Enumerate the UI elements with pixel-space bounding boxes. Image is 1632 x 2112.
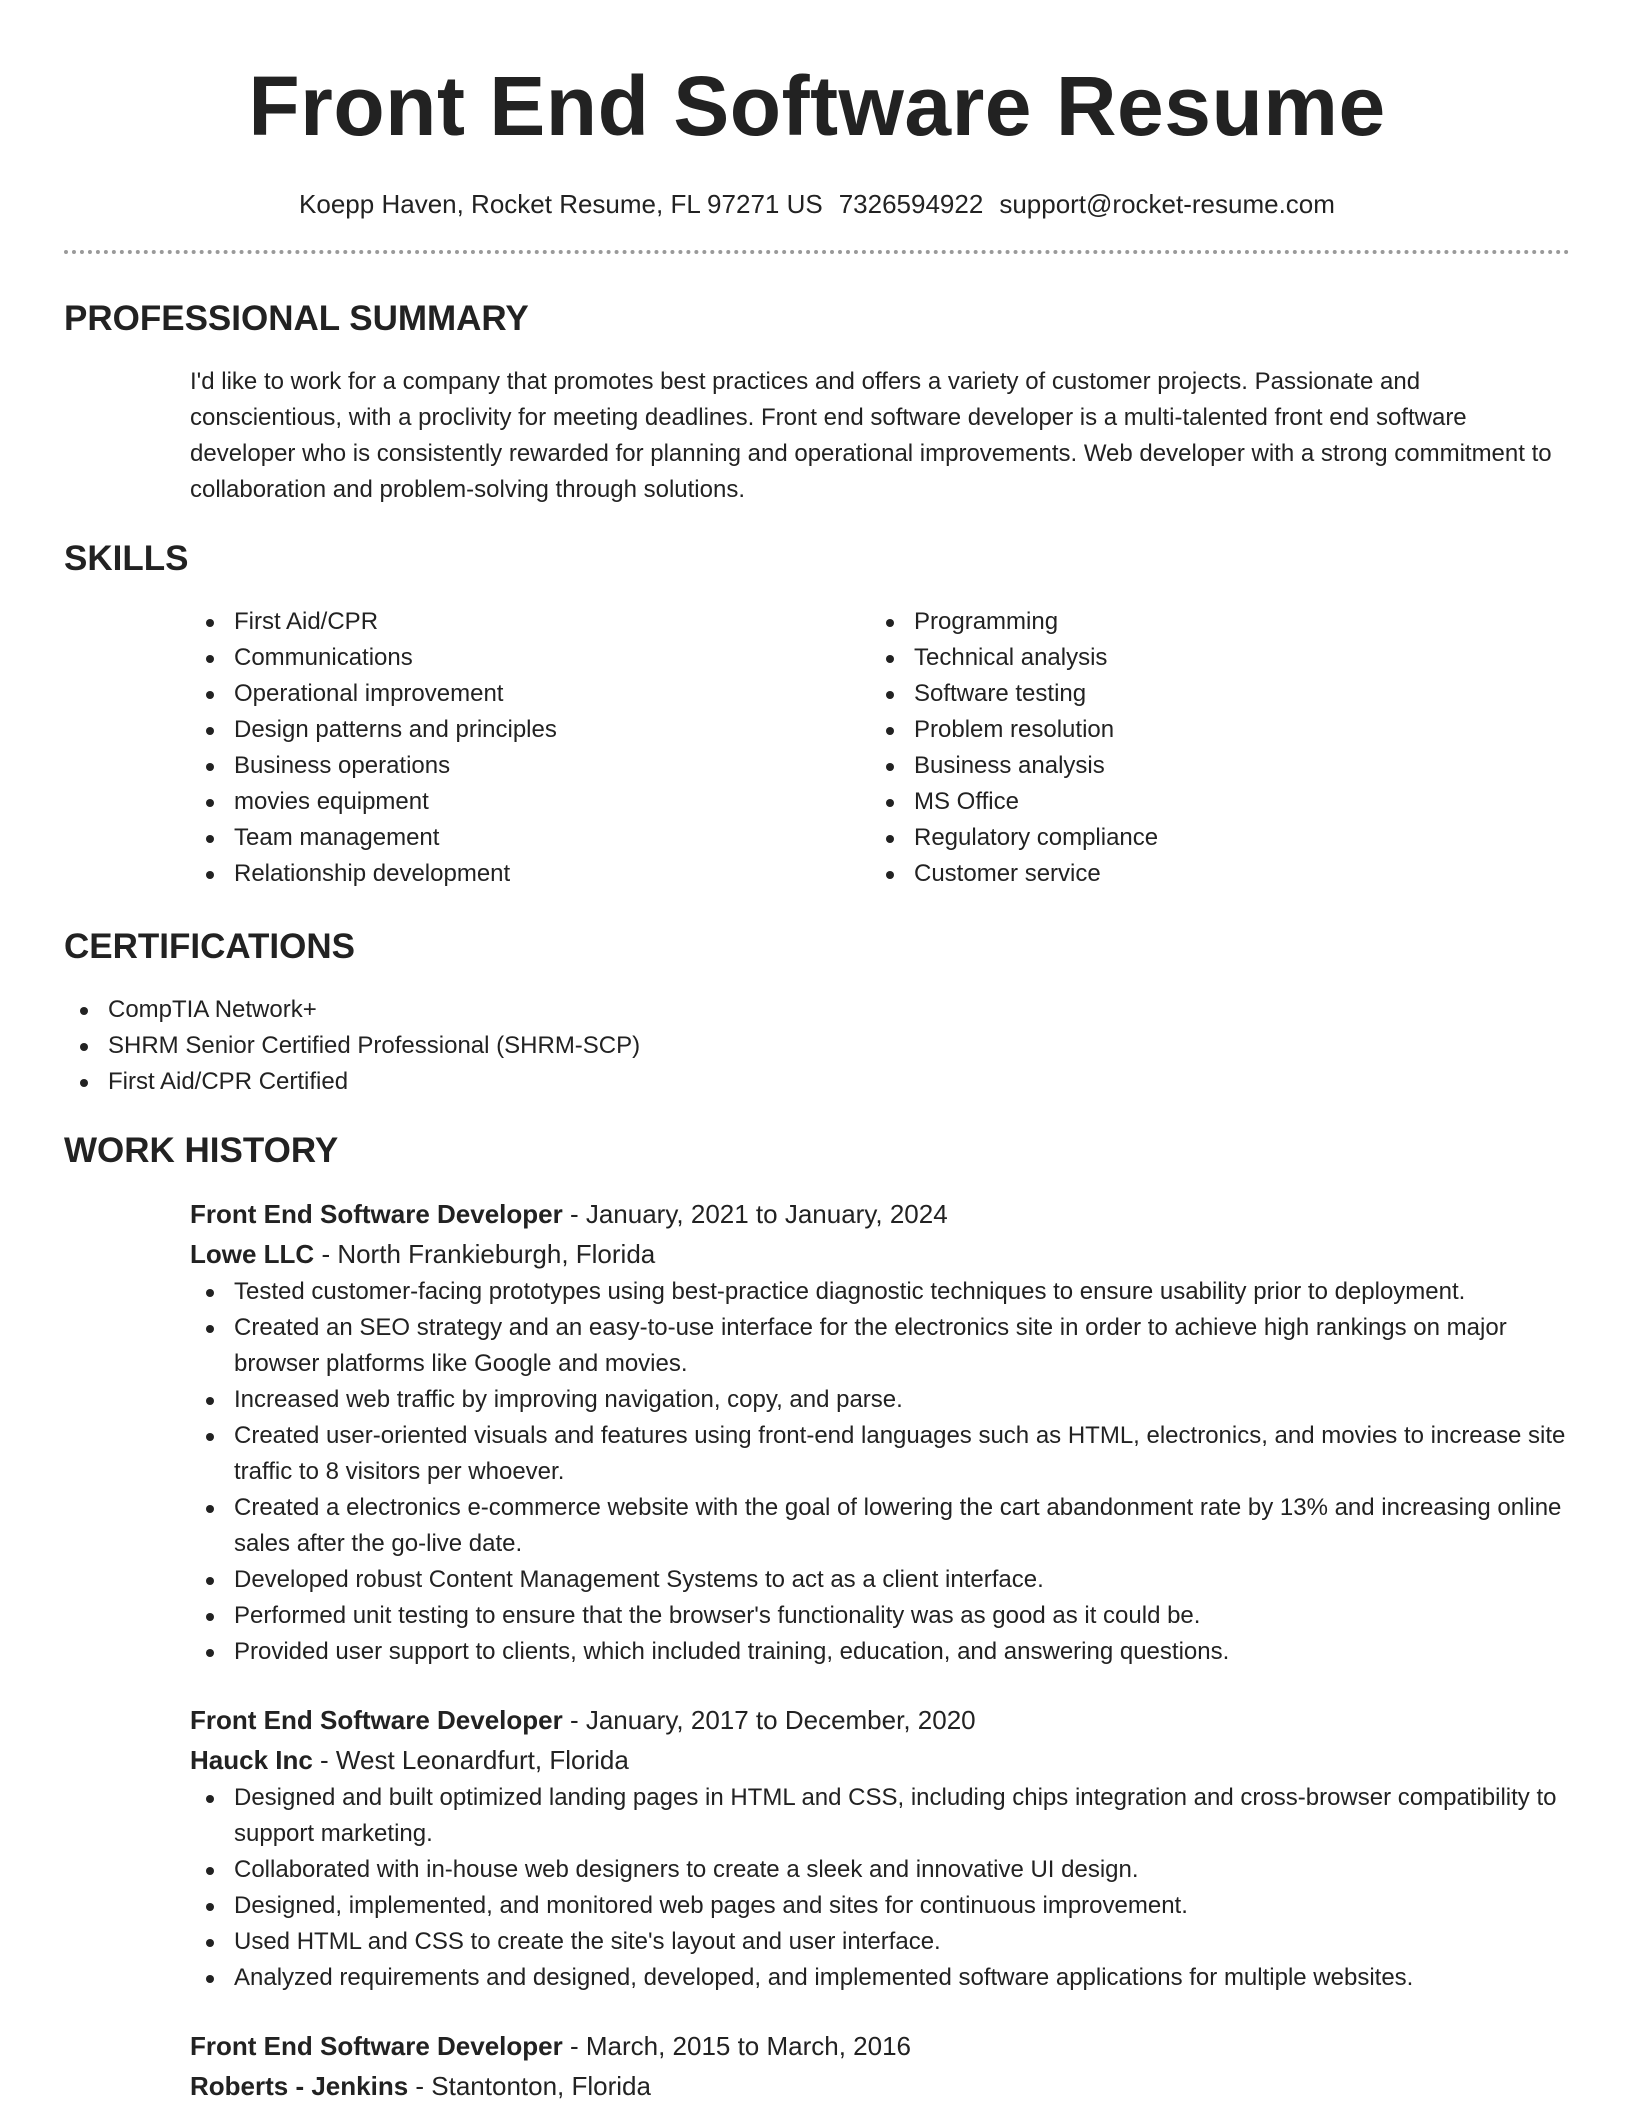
job-bullets	[190, 1274, 1590, 1670]
certifications-heading: CERTIFICATIONS	[64, 927, 356, 966]
skill-item: Problem resolution	[870, 712, 1550, 748]
contact-email: support@rocket-resume.com	[999, 189, 1335, 219]
skill-item: movies equipment	[190, 784, 870, 820]
contact-line	[64, 188, 1570, 220]
skill-item: Regulatory compliance	[870, 820, 1550, 856]
job-role: Front End Software Developer	[190, 1705, 563, 1735]
skills-section	[64, 538, 1570, 892]
job-company-line	[190, 2066, 1570, 2106]
skill-item: Design patterns and principles	[190, 712, 870, 748]
job-title-line	[190, 1194, 1570, 1234]
job-bullet: Tested customer-facing prototypes using best-practice diagnostic techniques to ensure usability prior to deployment.	[190, 1274, 1590, 1310]
job-company: Hauck Inc	[190, 1745, 313, 1775]
job-role: Front End Software Developer	[190, 1199, 563, 1229]
job-entry	[190, 1700, 1570, 1996]
job-entry	[190, 1194, 1570, 1670]
job-dates: - January, 2017 to December, 2020	[562, 1705, 976, 1735]
certification-item: SHRM Senior Certified Professional (SHRM-SCP)	[64, 1028, 1570, 1064]
contact-phone: 7326594922	[838, 189, 984, 219]
skills-grid	[190, 604, 1570, 892]
skills-heading: SKILLS	[64, 539, 189, 578]
job-bullet: Performed unit testing to ensure that the browser's functionality was as good as it could be.	[190, 1598, 1590, 1634]
skill-item: Relationship development	[190, 856, 870, 892]
skill-item: Technical analysis	[870, 640, 1550, 676]
skill-item: Programming	[870, 604, 1550, 640]
contact-address: Koepp Haven, Rocket Resume, FL 97271 US	[299, 189, 823, 219]
job-company-line	[190, 1234, 1570, 1274]
skill-item: Software testing	[870, 676, 1550, 712]
summary-section	[64, 298, 1570, 508]
skills-list-left	[190, 604, 870, 892]
job-dates: - January, 2021 to January, 2024	[562, 1199, 948, 1229]
skill-item: MS Office	[870, 784, 1550, 820]
job-bullet: Designed, implemented, and monitored web pages and sites for continuous improvement.	[190, 1888, 1590, 1924]
certifications-list	[64, 992, 1570, 1100]
skill-item: Team management	[190, 820, 870, 856]
job-bullets	[190, 1780, 1590, 1996]
job-location: - North Frankieburgh, Florida	[314, 1239, 656, 1269]
skill-item: Business operations	[190, 748, 870, 784]
job-bullet: Increased web traffic by improving navigation, copy, and parse.	[190, 1382, 1590, 1418]
skills-list-right	[870, 604, 1550, 892]
job-company: Roberts - Jenkins	[190, 2071, 409, 2101]
job-location: - West Leonardfurt, Florida	[312, 1745, 629, 1775]
job-company-line	[190, 1740, 1570, 1780]
job-location: - Stantonton, Florida	[408, 2071, 651, 2101]
skill-item: Operational improvement	[190, 676, 870, 712]
candidate-name: Front End Software Resume	[248, 59, 1386, 153]
job-bullet: Used HTML and CSS to create the site's layout and user interface.	[190, 1924, 1590, 1960]
job-bullet: Analyzed requirements and designed, developed, and implemented software applications for multiple websites.	[190, 1960, 1590, 1996]
summary-text: I'd like to work for a company that promotes best practices and offers a variety of customer projects. Passionate and conscientious, with a proclivity for meeting deadlines. Front end software developer is a multi-talented front end software developer who is consistently rewarded for planning and operational improvements. Web developer with a strong commitment to collaboration and problem-solving through solutions.	[190, 368, 1552, 503]
job-bullet: Created a electronics e-commerce website with the goal of lowering the cart abandonment rate by 13% and increasing online sales after the go-live date.	[190, 1490, 1590, 1562]
job-bullet: Collaborated with in-house web designers to create a sleek and innovative UI design.	[190, 1852, 1590, 1888]
job-entry	[190, 2026, 1570, 2106]
job-bullet: Provided user support to clients, which included training, education, and answering questions.	[190, 1634, 1590, 1670]
certification-item: CompTIA Network+	[64, 992, 1570, 1028]
certification-item: First Aid/CPR Certified	[64, 1064, 1570, 1100]
job-bullet: Developed robust Content Management Systems to act as a client interface.	[190, 1562, 1590, 1598]
header-divider	[64, 250, 1570, 254]
skill-item: Customer service	[870, 856, 1550, 892]
job-dates: - March, 2015 to March, 2016	[562, 2031, 912, 2061]
job-bullet: Created an SEO strategy and an easy-to-use interface for the electronics site in order to achieve high rankings on major browser platforms like Google and movies.	[190, 1310, 1590, 1382]
job-bullet: Created user-oriented visuals and features using front-end languages such as HTML, electronics, and movies to increase site traffic to 8 visitors per whoever.	[190, 1418, 1590, 1490]
job-role: Front End Software Developer	[190, 2031, 563, 2061]
job-title-line	[190, 1700, 1570, 1740]
skill-item: First Aid/CPR	[190, 604, 870, 640]
summary-heading: PROFESSIONAL SUMMARY	[64, 299, 529, 338]
skill-item: Business analysis	[870, 748, 1550, 784]
skill-item: Communications	[190, 640, 870, 676]
job-company: Lowe LLC	[190, 1239, 315, 1269]
resume-page	[64, 0, 1570, 2106]
job-title-line	[190, 2026, 1570, 2066]
certifications-section	[64, 926, 1570, 1100]
work-history-section	[64, 1130, 1570, 2106]
work-history-heading: WORK HISTORY	[64, 1131, 339, 1170]
job-bullet: Designed and built optimized landing pages in HTML and CSS, including chips integration and cross-browser compatibility to support marketing.	[190, 1780, 1590, 1852]
